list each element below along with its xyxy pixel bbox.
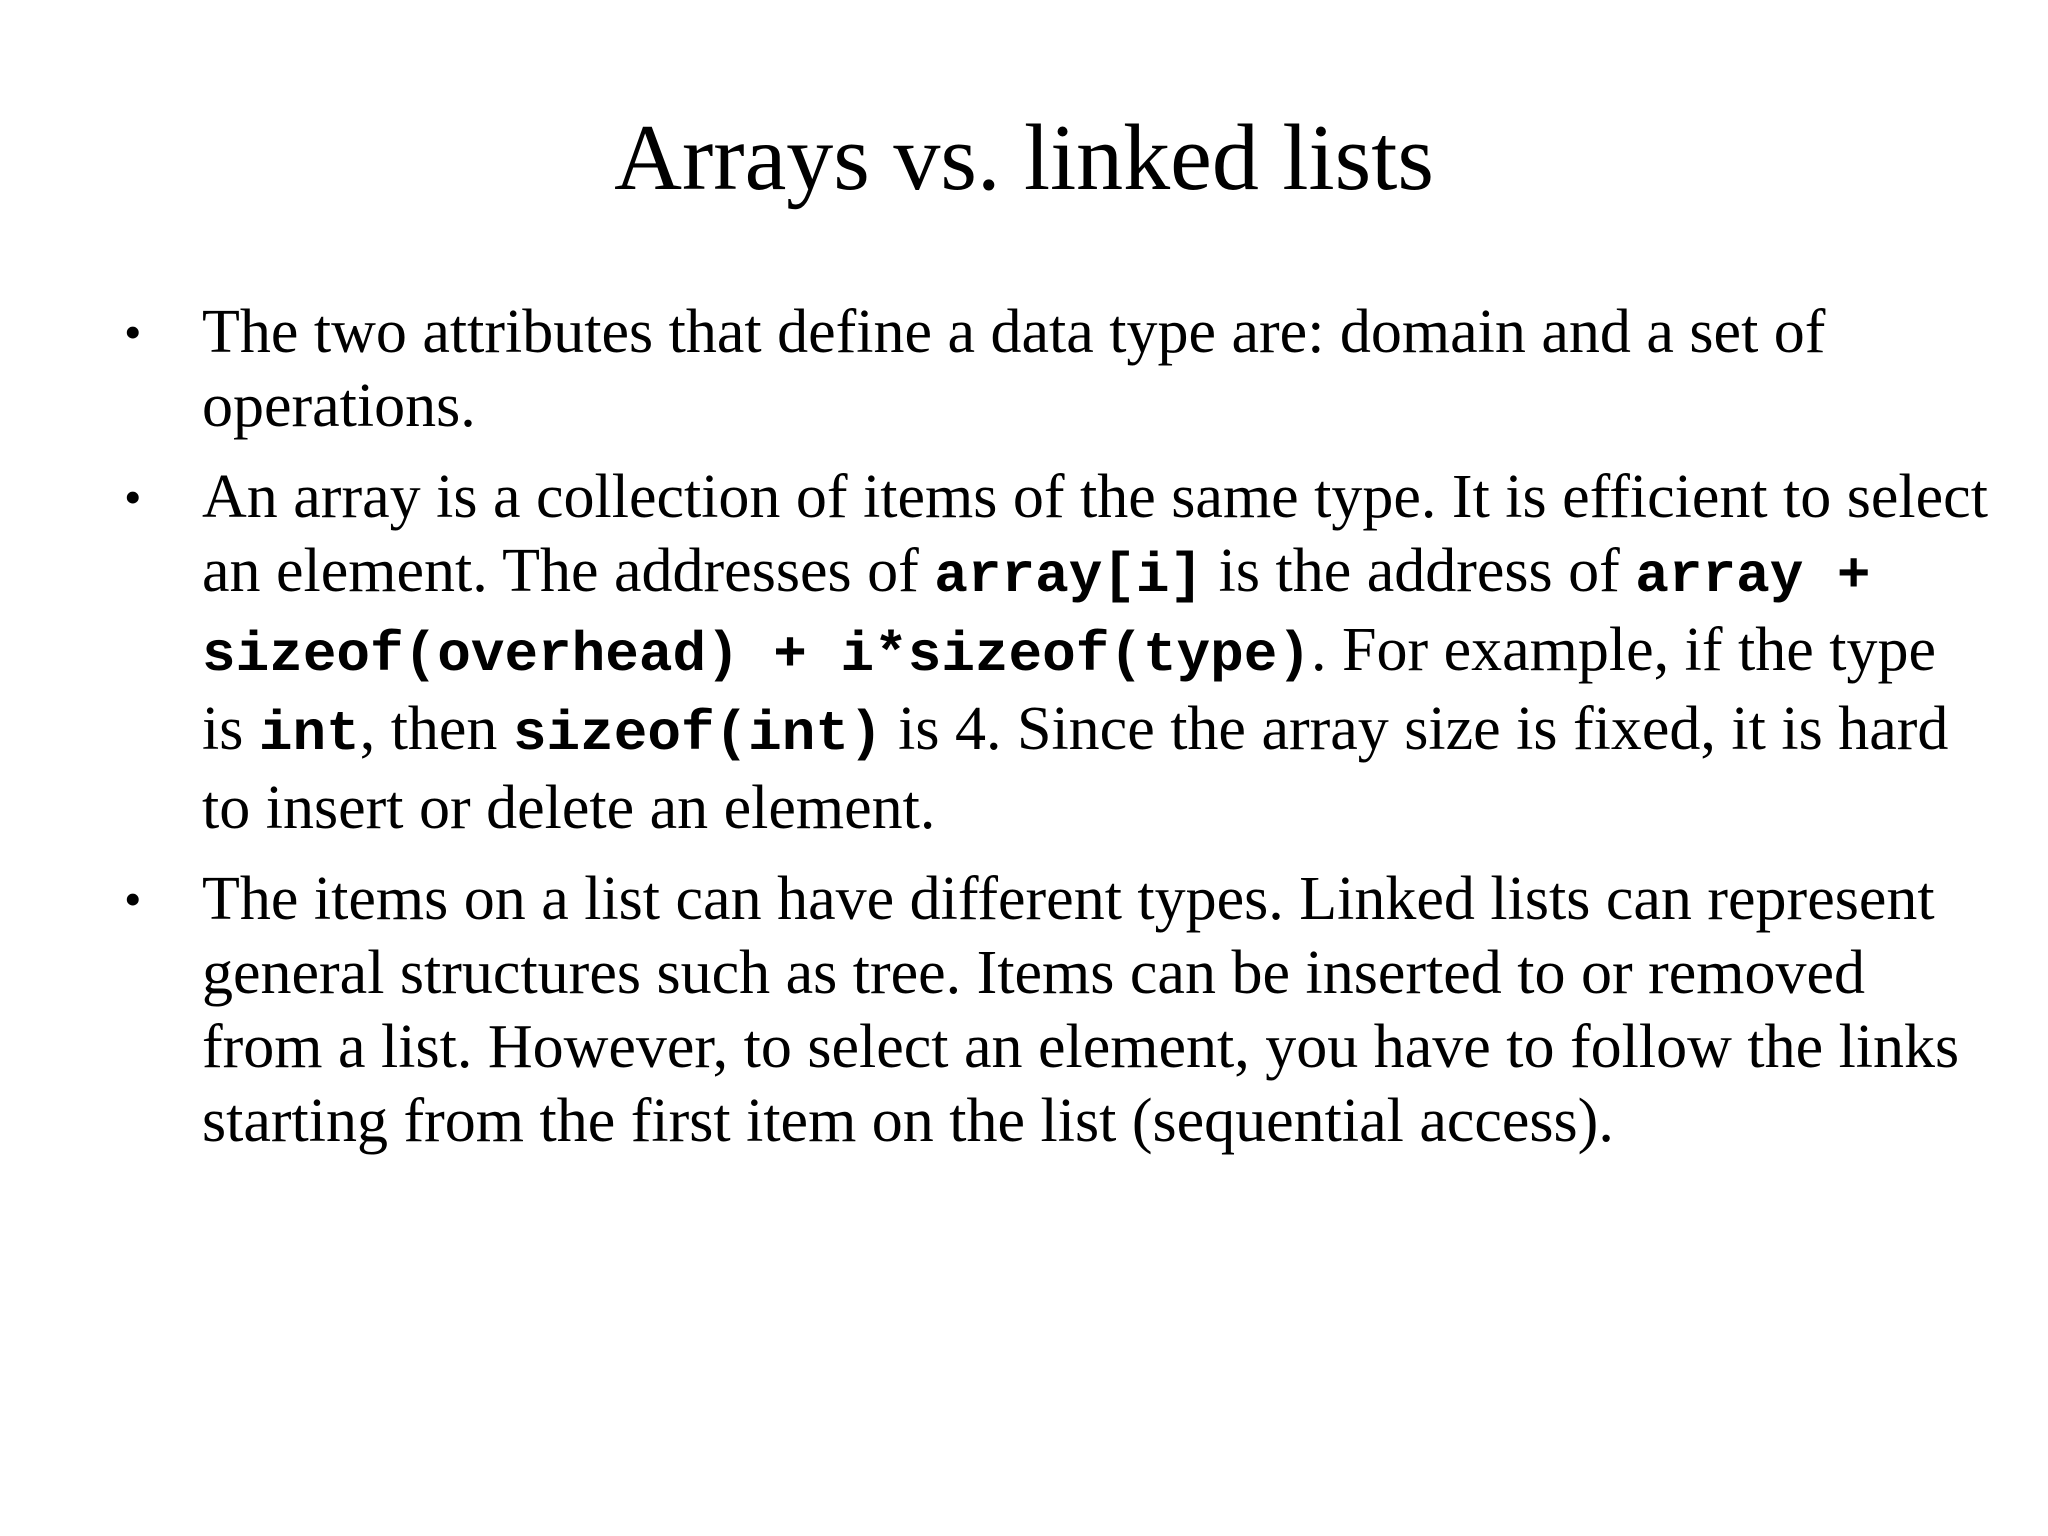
code-array-index: array[i]: [934, 544, 1204, 608]
bullet-text: , then: [359, 695, 513, 763]
bullet-text: . For example, if the type is: [202, 616, 1936, 763]
bullet-item-data-type: [0, 295, 2048, 443]
bullet-text: The items on a list can have different types. Linked lists can represent general structures such as tree. Items can be inserted to or removed from a list. However, to select an element, you have to follow the links starting from the first item on the list (sequential access).: [202, 865, 1960, 1155]
code-address-formula: array + sizeof(overhead) + i*sizeof(type): [202, 544, 1871, 687]
bullet-text: is 4. Since the array size is fixed, it is hard to insert or delete an element.: [202, 695, 1949, 842]
bullet-text: The two attributes that define a data type are: domain and a set of operations.: [202, 298, 1826, 440]
bullet-dot-icon: •: [124, 871, 142, 927]
bullet-item-array: [0, 460, 2048, 845]
code-sizeof-int: sizeof(int): [512, 702, 883, 766]
bullet-text: is the address of: [1203, 537, 1636, 605]
slide-title: Arrays vs. linked lists: [614, 106, 1434, 210]
bullet-item-linked-list: [0, 862, 2048, 1158]
bullet-list: [0, 295, 2048, 1175]
bullet-dot-icon: •: [124, 304, 142, 360]
code-int: int: [258, 702, 360, 766]
bullet-text: An array is a collection of items of the same type. It is efficient to select an element. The addresses of: [202, 463, 1988, 605]
bullet-dot-icon: •: [124, 469, 142, 525]
